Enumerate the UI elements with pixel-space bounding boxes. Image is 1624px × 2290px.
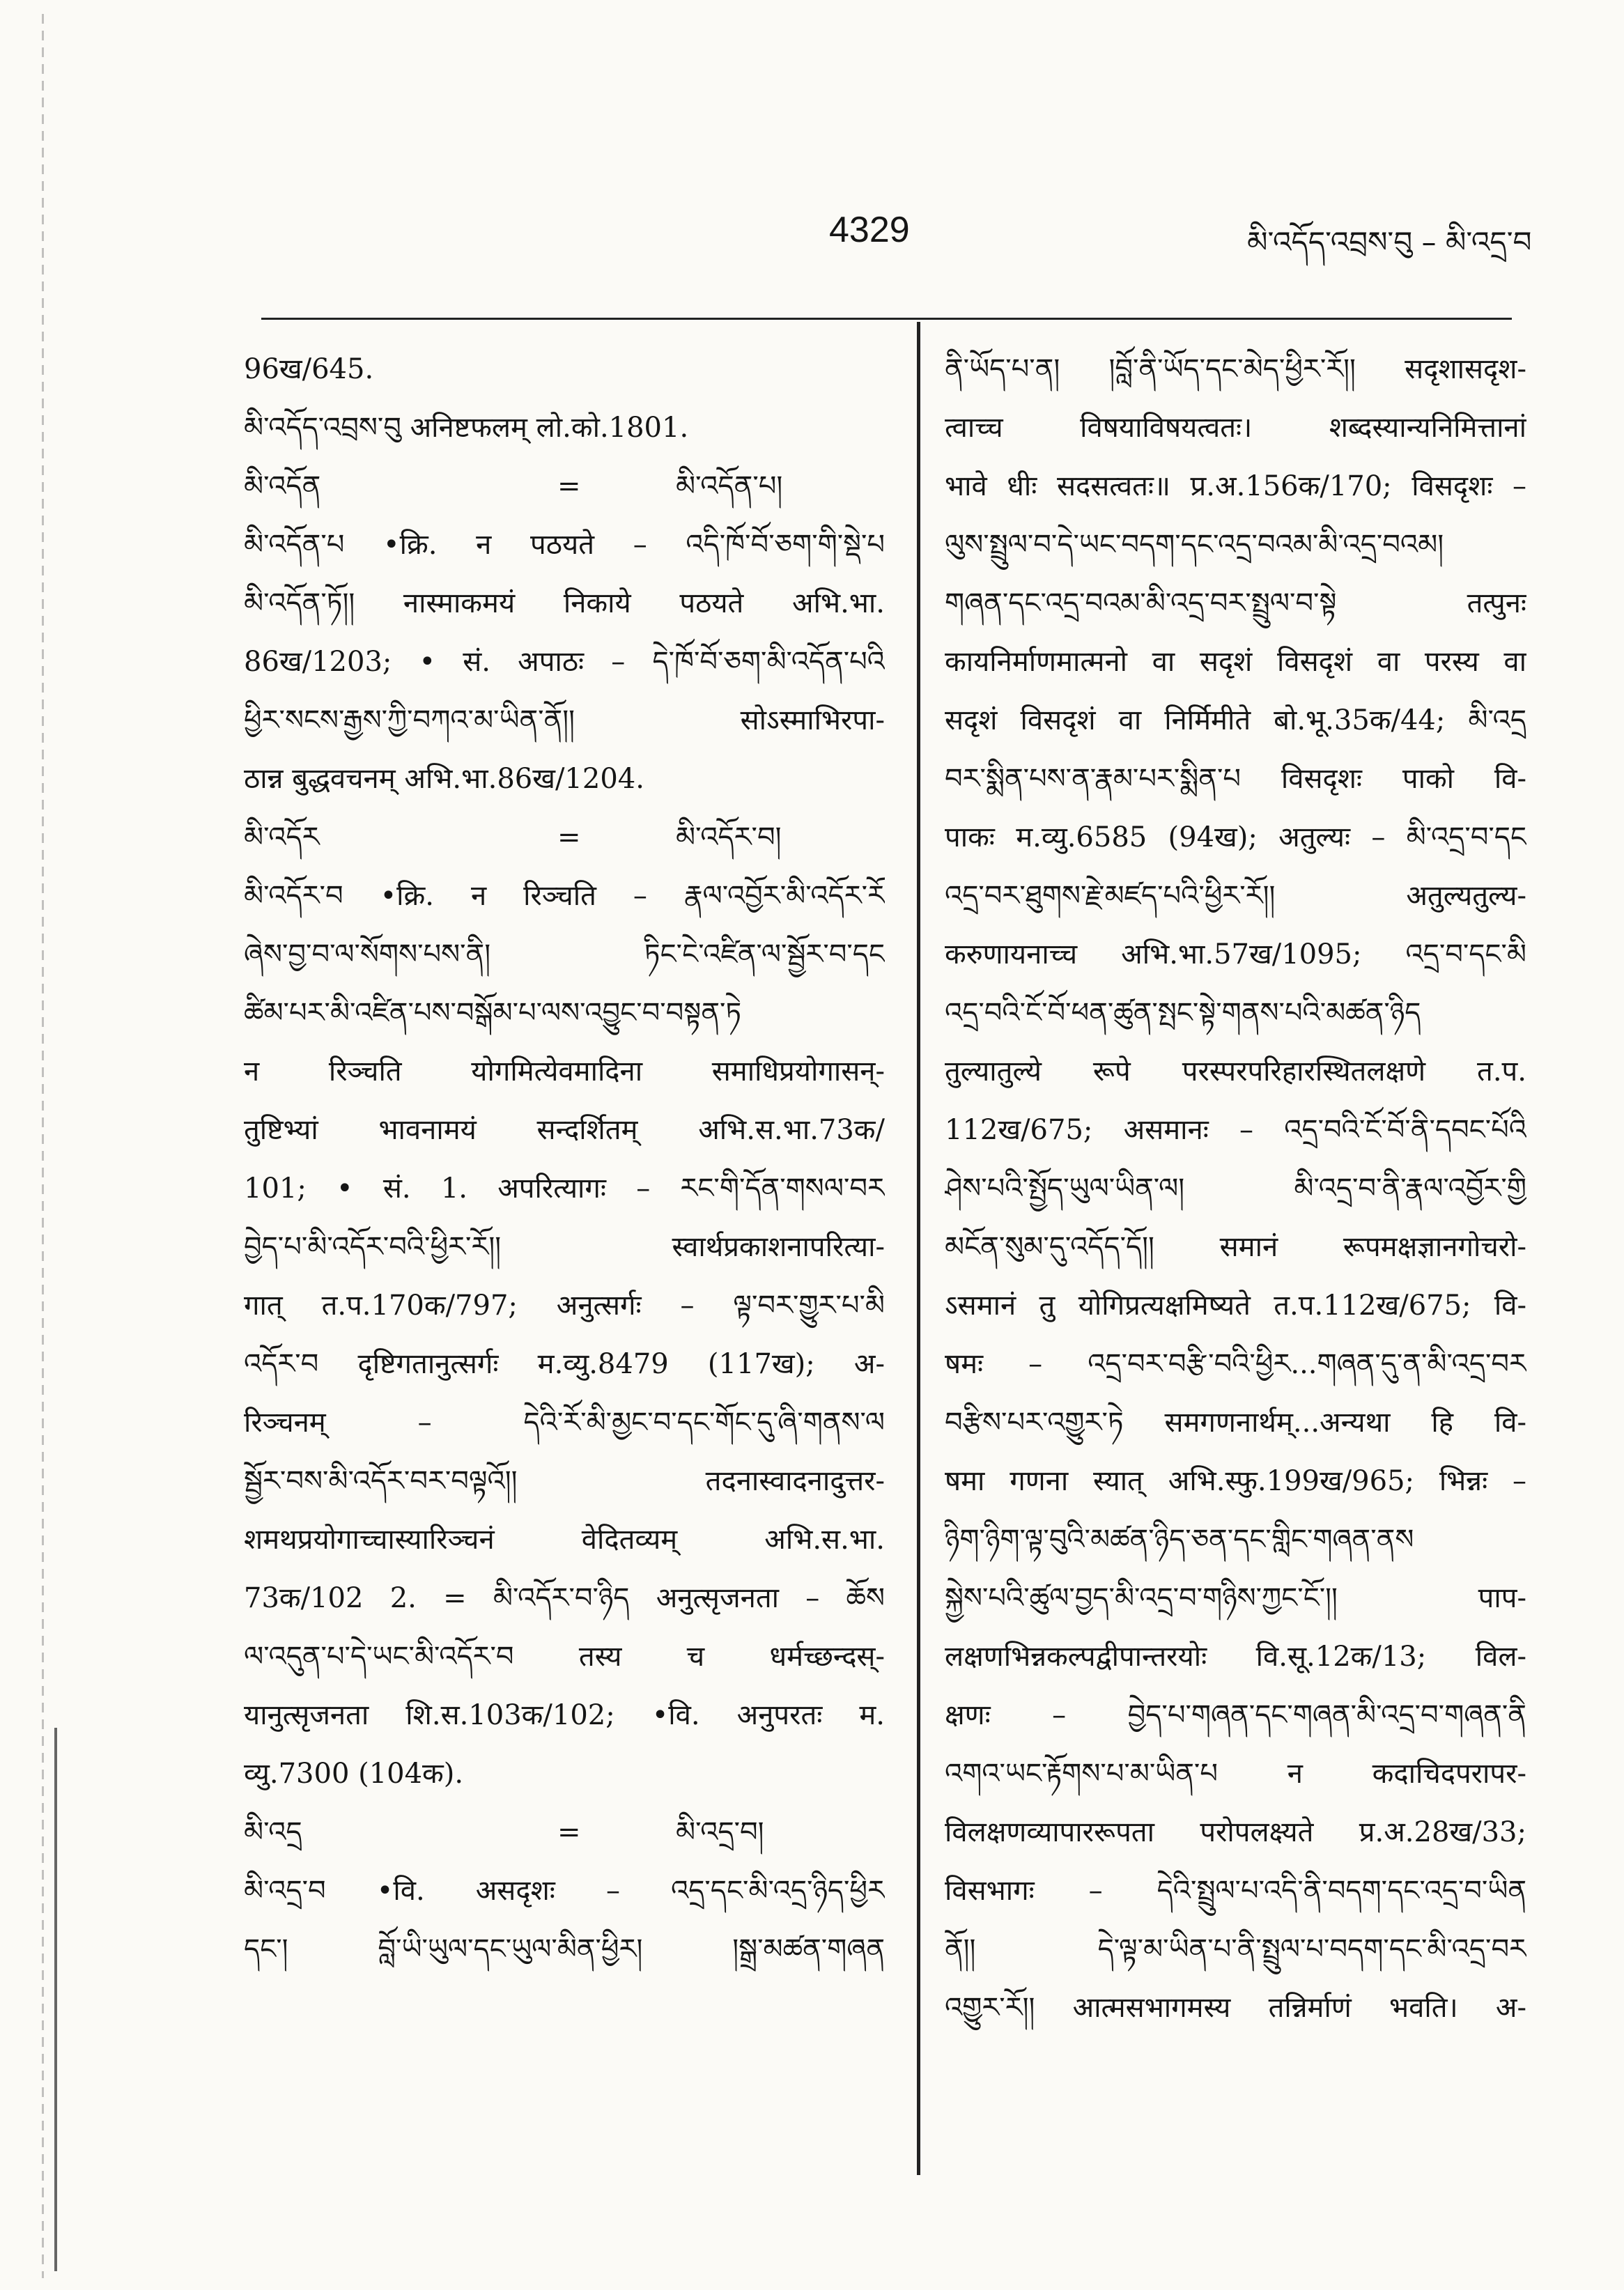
text-line: 101; • सं. 1. अपरित्यागः – རང་གི་དོན་གསལ་བར xyxy=(244,1173,885,1205)
text-line: བྱེད་པ་མི་འདོར་བའི་ཕྱིར་རོ།། स्वार्थप्रकाशनापरित्या- xyxy=(244,1231,885,1263)
text-line: ཕྱིར་སངས་རྒྱས་ཀྱི་བཀའ་མ་ཡིན་ནོ།། सोऽस्माभिरपा- xyxy=(244,704,885,736)
text-line: न रिञ्चति योगमित्येवमादिना समाधिप्रयोगासन्- xyxy=(244,1055,885,1088)
text-line: षमः – འདྲ་བར་བརྩི་བའི་ཕྱིར...གཞན་དུ་ན་མི་འདྲ་བར xyxy=(945,1348,1526,1380)
left-column xyxy=(244,340,885,1979)
scan-edge-mark-lower xyxy=(54,1728,57,2271)
column-divider xyxy=(917,322,920,2175)
header-rule xyxy=(261,318,1512,320)
right-column xyxy=(945,340,1526,2037)
text-line: विलक्षणव्यापाररूपता परोपलक्ष्यते प्र.अ.28ख/33; xyxy=(945,1816,1526,1848)
text-line: སྦྱོར་བས་མི་འདོར་བར་བལྟའོ།། तदनास्वादनादुत्तर- xyxy=(244,1465,885,1497)
text-line: शमथप्रयोगाच्चास्यारिञ्चनं वेदितव्यम् अभि.स.भा. xyxy=(244,1524,885,1556)
cross-reference-entry xyxy=(244,808,885,867)
text-line: सदृशं विसदृशं वा निर्मिमीते बो.भू.35क/44; མི་འདྲ xyxy=(945,704,1526,736)
text-line: བརྩིས་པར་འགྱུར་ཏེ समगणनार्थम्...अन्यथा हि वि- xyxy=(945,1407,1526,1439)
text-line: འདོར་བ दृष्टिगतानुत्सर्गः म.व्यु.8479 (117ख); अ- xyxy=(244,1348,885,1380)
text-line: ལུས་སྤྲུལ་བ་དེ་ཡང་བདག་དང་འདྲ་བའམ་མི་འདྲ་བའམ། xyxy=(945,529,1444,561)
reference-term: མི་འདོན་པ། xyxy=(676,470,783,502)
text-line: བར་སྨིན་པས་ན་རྣམ་པར་སྨིན་པ विसदृशः पाको वि- xyxy=(945,763,1526,795)
text-line: पाकः म.व्यु.6585 (94ख); अतुल्यः – མི་འདྲ་བ་དང xyxy=(945,821,1526,853)
entry-line: མི་འདོན་པ •क्रि. न पठयते – འདི་ཁོ་བོ་ཅག་གི་སྡེ་པ xyxy=(244,529,885,561)
text-line: ཞེས་བྱ་བ་ལ་སོགས་པས་ནི། ཏིང་ངེ་འཛིན་ལ་སྦྱོར་བ་དང xyxy=(244,938,885,970)
headword: མི་འདྲ xyxy=(244,1816,302,1848)
text-line: गात् त.प.170क/797; अनुत्सर्गः – ལྟ་བར་གྱུར་པ་མི xyxy=(244,1290,885,1322)
text-line: 112ख/675; असमानः – འདྲ་བའི་ངོ་བོ་ནི་དབང་པོའི xyxy=(945,1114,1526,1146)
headword: མི་འདོན xyxy=(244,470,321,502)
text-line: མངོན་སུམ་དུ་འདོད་དོ།། समानं रूपमक्षज्ञानगोचरो- xyxy=(945,1231,1526,1263)
text-line: यानुत्सृजनता शि.स.103क/102; •वि. अनुपरतः म. xyxy=(244,1699,885,1731)
text-line: ऽसमानं तु योगिप्रत्यक्षमिष्यते त.प.112ख/675; वि- xyxy=(945,1290,1526,1322)
text-line: षमा गणना स्यात् अभि.स्फु.199ख/965; भिन्नः – xyxy=(945,1465,1526,1497)
text-line: འདྲ་བར་ཐུགས་རྗེ་མཛད་པའི་ཕྱིར་རོ།། अतुल्यतुल्य- xyxy=(945,880,1526,912)
text-line: འདྲ་བའི་ངོ་བོ་ཕན་ཚུན་སྤང་སྟེ་གནས་པའི་མཚན་ཉིད xyxy=(945,997,1421,1029)
text-line: लक्षणभिन्नकल्पद्वीपान्तरयोः वि.सू.12क/13; विल- xyxy=(945,1641,1526,1673)
text-line: व्यु.7300 (104क). xyxy=(244,1758,464,1790)
text-line: གཞན་དང་འདྲ་བའམ་མི་འདྲ་བར་སྤྲུལ་བ་སྟེ तत्पुनः xyxy=(945,587,1526,619)
text-line: མི་འདོན་ཏོ།། नास्माकमयं निकाये पठयते अभि.भा. xyxy=(244,587,885,619)
text-line: ལ་འདུན་པ་དེ་ཡང་མི་འདོར་བ तस्य च धर्मच्छन्दस्- xyxy=(244,1641,885,1673)
entry-line: མི་འདོད་འབྲས་བུ अनिष्टफलम् लो.को.1801. xyxy=(244,412,689,444)
entry-line: མི་འདོར་བ •क्रि. न रिञ्चति – རྣལ་འབྱོར་མི་འདོར་རོ xyxy=(244,880,885,912)
text-line: དང་། བློ་ཡི་ཡུལ་དང་ཡུལ་མིན་ཕྱིར། །སྒྲ་མཚན་གཞན xyxy=(244,1933,885,1965)
text-line: ཚིམ་པར་མི་འཛིན་པས་བསྒོམ་པ་ལས་འབྱུང་བ་བསྟན་ཏེ xyxy=(244,997,742,1029)
cross-reference-entry xyxy=(244,1803,885,1862)
text-line: त्वाच्च विषयाविषयत्वतः। शब्दस्यान्यनिमित्तानां xyxy=(945,412,1526,444)
text-line: འགའ་ཡང་རྟོགས་པ་མ་ཡིན་པ न कदाचिदपरापर- xyxy=(945,1758,1526,1790)
text-line: करुणायनाच्च अभि.भा.57ख/1095; འདྲ་བ་དང་མི xyxy=(945,938,1526,970)
equals-sign: = xyxy=(557,1816,581,1848)
text-line: तुष्टिभ्यां भावनामयं सन्दर्शितम् अभि.स.भा.73क/ xyxy=(244,1114,885,1146)
text-line: 96ख/645. xyxy=(244,353,374,385)
equals-sign: = xyxy=(557,470,581,502)
text-line: तुल्यातुल्ये रूपे परस्परपरिहारस्थितलक्षणे त.प. xyxy=(945,1055,1526,1088)
text-line: क्षणः – བྱེད་པ་གཞན་དང་གཞན་མི་འདྲ་བ་གཞན་ནི xyxy=(945,1699,1526,1731)
equals-sign: = xyxy=(557,821,581,853)
text-line: ठान्न बुद्धवचनम् अभि.भा.86ख/1204. xyxy=(244,763,644,795)
text-line: ཤེས་པའི་སྤྱོད་ཡུལ་ཡིན་ལ། མི་འདྲ་བ་ནི་རྣལ་འབྱོར་གྱི xyxy=(945,1173,1526,1205)
running-head: མི་འདོད་འབྲས་བུ – མི་འདྲ་བ xyxy=(1247,225,1532,259)
text-line: 73क/102 2. = མི་འདོར་བ་ཉིད अनुत्सृजनता – ཆོས xyxy=(244,1582,885,1614)
text-line: विसभागः – དེའི་སྤྲུལ་པ་འདི་ནི་བདག་དང་འདྲ་བ་ཡིན xyxy=(945,1875,1526,1907)
text-line: འགྱུར་རོ།། आत्मसभागमस्य तन्निर्माणं भवति। अ- xyxy=(945,1992,1526,2024)
text-line: भावे धीः सदसत्वतः॥ प्र.अ.156क/170; विसदृशः – xyxy=(945,470,1526,502)
text-line: रिञ्चनम् – དེའི་རོ་མི་མྱང་བ་དང་གོང་དུ་ཞི་གནས་ལ xyxy=(244,1407,885,1439)
headword: མི་འདོར xyxy=(244,821,320,853)
scan-edge-mark xyxy=(42,14,44,2278)
reference-term: མི་འདོར་བ། xyxy=(676,821,782,853)
page-number: 4329 xyxy=(829,210,910,250)
text-line: སྐྱེས་པའི་ཚུལ་བྱད་མི་འདྲ་བ་གཉིས་ཀྱང་ངོ་།། पाप- xyxy=(945,1582,1526,1614)
text-line: 86ख/1203; • सं. अपाठः – དེ་ཁོ་བོ་ཅག་མི་འདོན་པའི xyxy=(244,646,885,678)
text-line: ཉིག་ཉིག་ལྟ་བུའི་མཚན་ཉིད་ཅན་དང་གླིང་གཞན་ནས xyxy=(945,1524,1414,1556)
reference-term: མི་འདྲ་བ། xyxy=(676,1816,764,1848)
cross-reference-entry xyxy=(244,457,885,516)
entry-line: མི་འདྲ་བ •वि. असदृशः – འདྲ་དང་མི་འདྲ་ཉིད་ཕྱིར xyxy=(244,1875,885,1907)
text-line: कायनिर्माणमात्मनो वा सदृशं विसदृशं वा परस्य वा xyxy=(945,646,1526,678)
text-line: ནི་ཡོད་པ་ན། །བློ་ནི་ཡོད་དང་མེད་ཕྱིར་རོ།། सदृशासदृश- xyxy=(945,353,1526,385)
text-line: ནོ།། དེ་ལྟ་མ་ཡིན་པ་ནི་སྤྲུལ་པ་བདག་དང་མི་འདྲ་བར xyxy=(945,1933,1526,1965)
